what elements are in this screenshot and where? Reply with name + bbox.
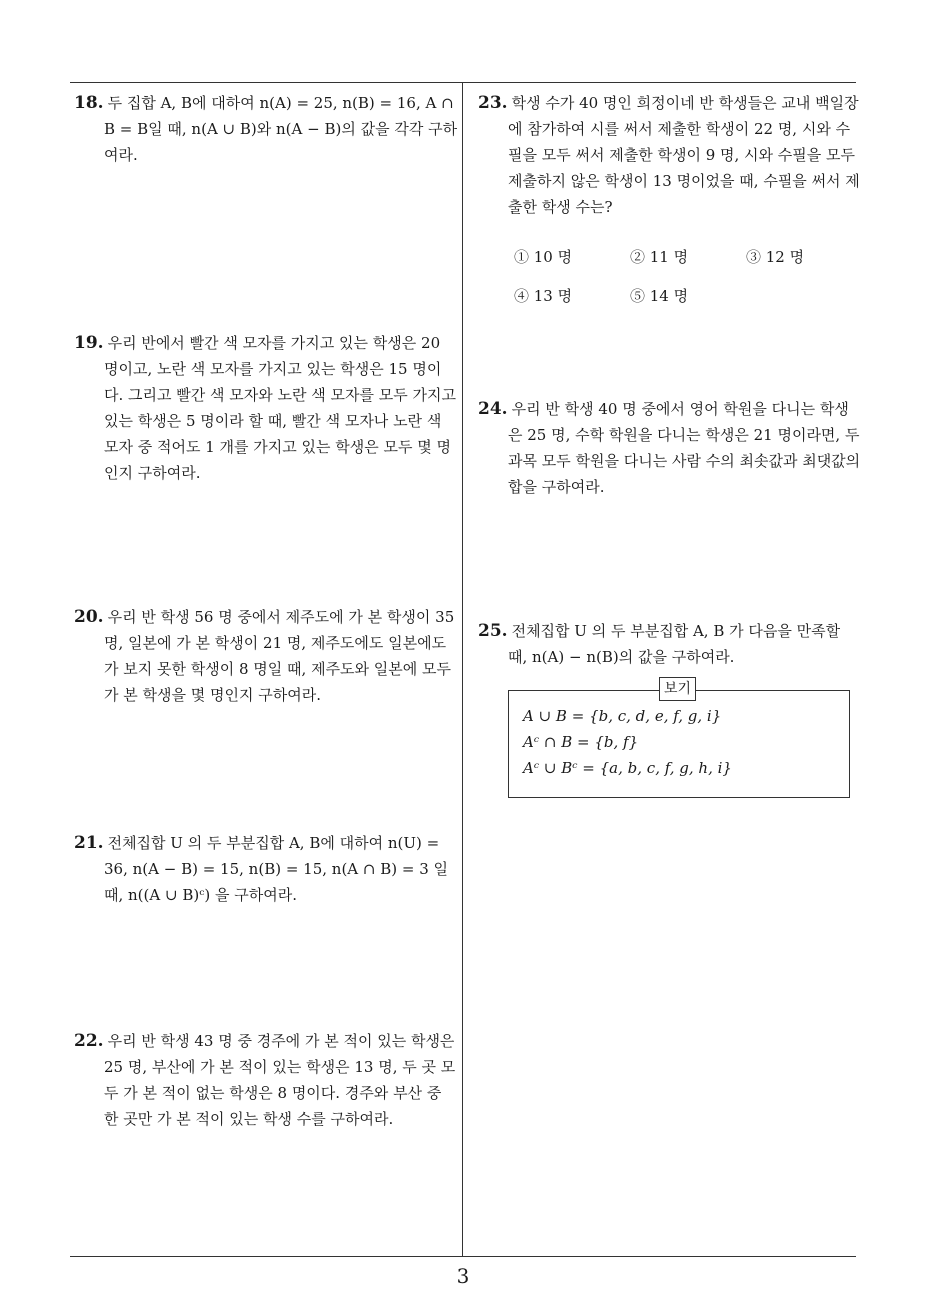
question-number: 22. <box>74 1031 104 1051</box>
set-condition-1: A ∪ B = {b, c, d, e, f, g, i} <box>523 707 722 725</box>
choice-2[interactable]: ② 11 명 <box>630 248 689 266</box>
question-text: 두 집합 A, B에 대하여 n(A) = 25, n(B) = 16, A ∩ B = B일 때, n(A ∪ B)와 n(A − B)의 값을 각각 구하여라. <box>104 94 458 164</box>
question-text: 전체집합 U 의 두 부분집합 A, B 가 다음을 만족할 때, n(A) − n(B)의 값을 구하여라. <box>508 622 841 666</box>
question-number: 19. <box>74 333 104 353</box>
question-text: 우리 반 학생 40 명 중에서 영어 학원을 다니는 학생은 25 명, 수학 학원을 다니는 학생은 21 명이라면, 두 과목 모두 학원을 다니는 사람 수의 최솟값과 최댓값의 합을 구하여라. <box>508 400 861 496</box>
choice-3[interactable]: ③ 12 명 <box>746 248 805 266</box>
column-divider <box>462 82 463 1257</box>
choice-4[interactable]: ④ 13 명 <box>514 287 573 305</box>
choice-1[interactable]: ① 10 명 <box>514 248 573 266</box>
page-number: 3 <box>456 1264 470 1288</box>
question-text: 우리 반에서 빨간 색 모자를 가지고 있는 학생은 20 명이고, 노란 색 모자를 가지고 있는 학생은 15 명이다. 그리고 빨간 색 모자와 노란 색 모자를 모두 가지고 있는 학생은 5 명이라 할 때, 빨간 색 모자나 노란 색 모자 중 적어도 1 개를 가지고 있는 학생은 모두 몇 명인지 구하여라. <box>104 334 456 482</box>
set-condition-3: Aᶜ ∪ Bᶜ = {a, b, c, f, g, h, i} <box>523 759 732 777</box>
top-rule <box>70 82 856 83</box>
example-box <box>508 681 850 798</box>
question-number: 18. <box>74 93 104 113</box>
question-18 <box>74 90 458 168</box>
question-text: 전체집합 U 의 두 부분집합 A, B에 대하여 n(U) = 36, n(A − B) = 15, n(B) = 15, n(A ∩ B) = 3 일 때, n((A ∪ B)ᶜ) 을 구하여라. <box>104 834 449 904</box>
question-text: 학생 수가 40 명인 희정이네 반 학생들은 교내 백일장에 참가하여 시를 써서 제출한 학생이 22 명, 시와 수필을 모두 써서 제출한 학생이 9 명, 시와 수필을 모두 제출하지 않은 학생이 13 명이었을 때, 수필을 써서 제출한 학생 수는? <box>508 94 860 216</box>
question-25 <box>478 618 862 670</box>
question-23 <box>478 90 862 220</box>
question-number: 23. <box>478 93 508 113</box>
bottom-rule <box>70 1256 856 1257</box>
question-number: 21. <box>74 833 104 853</box>
question-21 <box>74 830 458 908</box>
question-text: 우리 반 학생 43 명 중 경주에 가 본 적이 있는 학생은 25 명, 부산에 가 본 적이 있는 학생은 13 명, 두 곳 모두 가 본 적이 없는 학생은 8 명이다. 경주와 부산 중 한 곳만 가 본 적이 있는 학생 수를 구하여라. <box>104 1032 456 1128</box>
set-condition-2: Aᶜ ∩ B = {b, f} <box>523 733 639 751</box>
question-24 <box>478 396 862 500</box>
question-22 <box>74 1028 458 1132</box>
example-box-label: 보기 <box>659 677 696 701</box>
question-19 <box>74 330 458 486</box>
question-number: 24. <box>478 399 508 419</box>
question-number: 20. <box>74 607 104 627</box>
question-20 <box>74 604 458 708</box>
choice-5[interactable]: ⑤ 14 명 <box>630 287 689 305</box>
question-text: 우리 반 학생 56 명 중에서 제주도에 가 본 학생이 35 명, 일본에 가 본 학생이 21 명, 제주도에도 일본에도 가 보지 못한 학생이 8 명일 때, 제주도와 일본에 모두 가 본 학생을 몇 명인지 구하여라. <box>104 608 455 704</box>
question-number: 25. <box>478 621 508 641</box>
